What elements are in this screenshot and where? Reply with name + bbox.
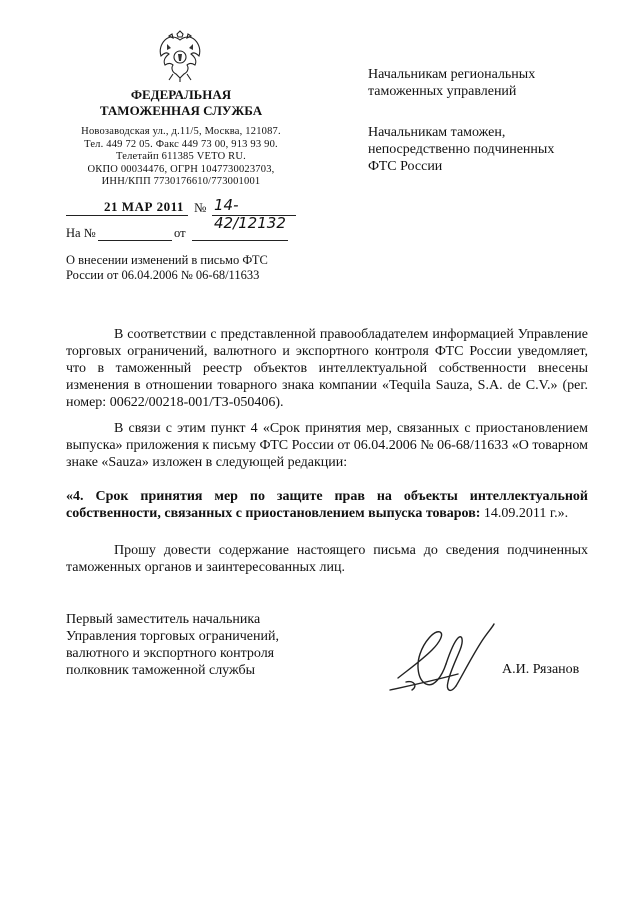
signer-line: валютного и экспортного контроля (66, 646, 275, 661)
signer-line: Управления торговых ограничений, (66, 629, 279, 644)
recipient-line: непосредственно подчиненных (368, 142, 555, 157)
paragraph-lead-word: Прошу (114, 543, 156, 558)
signer-line: полковник таможенной службы (66, 663, 256, 678)
recipient-block (368, 124, 608, 175)
subject-line: О внесении изменений в письмо ФТС (66, 253, 268, 267)
paragraph-text: соответствии с представленной правообладателем информацией Управление торговых ограничений, валютного и экспортного контроля ФТС России уведомляет, что в таможенный реестр объектов интеллектуальной собственности внесены изменения в отношении товарного знака компании «Tequila Sauza, S.A. de C.V.» (рег. номер: 00622/00218-001/ТЗ-050406). (66, 327, 588, 410)
address-line: Тел. 449 72 05. Факс 449 73 00, 913 93 90. (84, 138, 278, 150)
body-paragraph (66, 542, 588, 576)
ref-date-blank (192, 240, 288, 241)
recipient-line: ФТС России (368, 159, 443, 174)
clause-date: 14.09.2011 г.». (480, 506, 569, 521)
org-name-line: ТАМОЖЕННАЯ СЛУЖБА (99, 103, 263, 118)
date-number-row (66, 196, 296, 232)
recipient-line: Начальникам таможен, (368, 125, 506, 140)
reference-row (66, 226, 296, 244)
signer-line: Первый заместитель начальника (66, 612, 261, 627)
ref-number-label: На № (66, 226, 96, 240)
address-line: ИНН/КПП 7730176610/773001001 (101, 176, 261, 187)
recipient-line: Начальникам региональных (368, 67, 536, 82)
ref-date-label: от (174, 226, 186, 240)
clause-bold-text: «4. Срок принятия мер по защите прав на объекты интеллектуальной собственности, связанных с приостановлением выпуска товаров: (66, 489, 588, 521)
paragraph-lead-word: В (114, 327, 124, 342)
amended-clause (66, 488, 588, 522)
body-paragraph (66, 326, 588, 411)
organization-name (66, 87, 296, 119)
paragraph-lead-word: В (114, 421, 124, 436)
letter-subject (66, 253, 296, 283)
number-sign: № (194, 200, 207, 215)
ref-number-blank (98, 240, 172, 241)
organization-address (66, 126, 296, 189)
paragraph-text: довести содержание настоящего письма до сведения подчиненных таможенных органов и заинтересованных лиц. (66, 543, 589, 575)
registration-number: 14-42/12132 (214, 196, 286, 232)
signer-name: А.И. Рязанов (502, 662, 580, 677)
recipient-line: таможенных управлений (368, 84, 517, 99)
recipient-block (368, 66, 608, 100)
address-line: Новозаводская ул., д.11/5, Москва, 121087. (81, 126, 281, 137)
date-stamp: 21 МАР 2011 (104, 199, 184, 214)
address-line: ОКПО 00034476, ОГРН 1047730023703, (87, 163, 275, 175)
handwritten-signature (388, 620, 500, 702)
body-paragraph (66, 420, 588, 471)
signer-title (66, 611, 326, 679)
date-underline (66, 215, 188, 216)
org-name-line: ФЕДЕРАЛЬНАЯ (130, 87, 232, 102)
subject-line: России от 06.04.2006 № 06-68/11633 (66, 268, 260, 282)
paragraph-text: связи с этим пункт 4 «Срок принятия мер, связанных с приостановлением выпуска» приложения к письму ФТС России от 06.04.2006 № 06-68/11633 «О товарном знаке «Sauza» изложен в следующей редакции: (66, 421, 588, 470)
double-headed-eagle-emblem-icon (155, 30, 205, 82)
address-line: Телетайп 611385 VETO RU. (116, 151, 246, 162)
